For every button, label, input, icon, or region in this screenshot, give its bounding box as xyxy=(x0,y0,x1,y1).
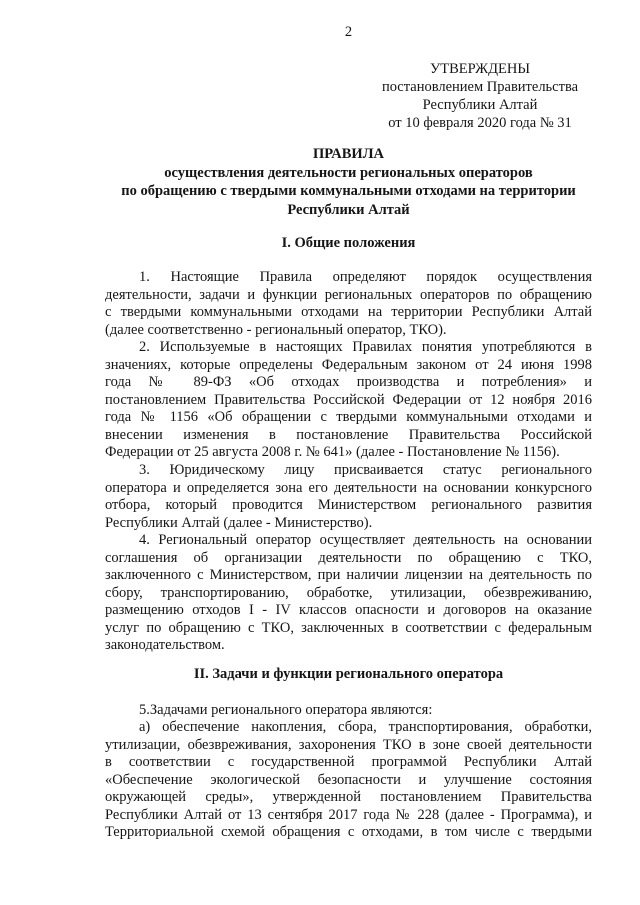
text-line: 5.Задачами регионального оператора являются: xyxy=(139,701,433,718)
paragraph-3 xyxy=(105,462,592,532)
text-line: от 10 февраля 2020 года № 31 xyxy=(388,115,572,131)
text-line: осуществления деятельности региональных операторов xyxy=(164,164,533,181)
page-number: 2 xyxy=(344,24,353,40)
paragraph-5 xyxy=(105,702,592,720)
text-line: ПРАВИЛА xyxy=(313,146,384,162)
text-line: в соответствии с государственной программой Республики Алтай xyxy=(105,754,592,771)
paragraph-1 xyxy=(105,269,592,339)
text-line: сбору, транспортированию, обработке, утилизации, обезвреживанию, xyxy=(105,584,592,601)
text-line: «Обеспечение экологической безопасности и улучшение состояния xyxy=(105,771,592,788)
text-line: 3. Юридическому лицу присваивается статус регионального xyxy=(139,462,592,479)
paragraph-6 xyxy=(105,719,592,842)
text-line: заключенного с Министерством, при наличии лицензии на деятельность по xyxy=(105,567,592,584)
text-line: внесении изменения в постановление Правительства Российской xyxy=(105,426,592,443)
text-line: 4. Региональный оператор осуществляет деятельность на основании xyxy=(139,532,592,549)
text-line: услуг по обращению с ТКО, заключенных в соответствии с федеральным xyxy=(105,619,592,636)
text-line: по обращению с твердыми коммунальными отходами на территории xyxy=(121,183,576,199)
section-1-heading: I. Общие положения xyxy=(281,235,416,251)
text-line: законодательством. xyxy=(105,637,225,654)
text-line: года № 89-ФЗ «Об отходах производства и потребления» и xyxy=(105,374,592,391)
paragraph-2 xyxy=(105,339,592,462)
text-line: УТВЕРЖДЕНЫ xyxy=(429,61,531,77)
paragraph-4 xyxy=(105,532,592,655)
document-title xyxy=(105,145,592,219)
section-2-heading: II. Задачи и функции регионального оператора xyxy=(193,666,504,683)
text-line: отбора, который проводится Министерством регионального развития xyxy=(105,497,592,514)
text-line: Республики Алтай от 13 сентября 2017 года № 228 (далее - Программа), и xyxy=(105,806,592,823)
text-line: Территориальной схемой обращения с отходами, в том числе с твердыми xyxy=(105,824,592,841)
text-line: постановлением Правительства Российской Федерации от 12 ноября 2016 xyxy=(105,391,592,408)
text-line: окружающей среды», утвержденной постановлением Правительства xyxy=(105,789,592,806)
text-line: 2. Используемые в настоящих Правилах понятия употребляются в xyxy=(139,339,592,356)
text-line: утилизации, обезвреживания, захоронения ТКО в зоне своей деятельности xyxy=(105,736,592,753)
text-line: Федерации от 25 августа 2008 г. № 641» (далее - Постановление № 1156). xyxy=(105,444,560,461)
text-line: а) обеспечение накопления, сбора, транспортирования, обработки, xyxy=(139,719,592,736)
text-line: соглашения об организации деятельности по обращению с ТКО, xyxy=(105,549,592,566)
text-line: Республики Алтай xyxy=(422,97,538,113)
text-line: постановлением Правительства xyxy=(381,79,579,95)
text-line: значениях, которые определены Федеральным законом от 24 июня 1998 xyxy=(105,356,592,373)
text-line: 1. Настоящие Правила определяют порядок осуществления xyxy=(139,269,592,285)
text-line: оператора и определяется зона его деятельности на основании конкурсного xyxy=(105,479,592,496)
document-body xyxy=(105,269,592,842)
text-line: деятельности, задачи и функции региональных операторов по обращению xyxy=(105,286,592,303)
approval-block xyxy=(368,60,592,132)
text-line: размещению отходов I - IV классов опасности и договоров на оказание xyxy=(105,602,592,619)
text-line: Республики Алтай xyxy=(287,201,410,218)
text-line: Республики Алтай (далее - Министерство). xyxy=(105,514,373,531)
text-line: (далее соответственно - региональный оператор, ТКО). xyxy=(105,321,447,338)
text-line: с твердыми коммунальными отходами на территории Республики Алтай xyxy=(105,304,592,321)
text-line: года № 1156 «Об обращении с твердыми коммунальными отходами и xyxy=(105,409,592,426)
